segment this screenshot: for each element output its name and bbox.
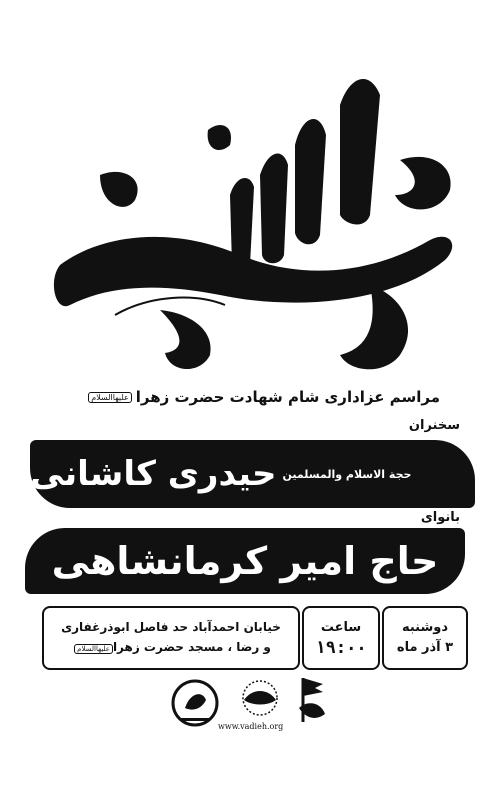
address-honor-mark: علیهاالسلام [74, 644, 113, 654]
reciter-banner [25, 528, 465, 594]
time-text: ۱۹:۰۰ [315, 638, 367, 658]
headline-calligraphy [40, 55, 470, 395]
reciter-name: حاج امیر کرمانشاهی [51, 539, 439, 583]
logo-center-icon [230, 678, 290, 720]
footer-url: www.vadieh.org [218, 722, 284, 731]
logo-left-icon [170, 678, 220, 728]
speaker-role-label: سخنران [408, 418, 460, 433]
address-box [42, 606, 300, 670]
speaker-title: حجة الاسلام والمسلمین [282, 467, 412, 481]
day-text: دوشنبه [401, 620, 449, 635]
address-line2: و رضا ، مسجد حضرت زهرا [112, 640, 271, 654]
date-text: ۳ آذر ماه [396, 640, 454, 655]
speaker-name: حیدری کاشانی [30, 454, 277, 494]
speaker-banner [30, 440, 475, 508]
time-box [302, 606, 380, 670]
address-line1: خیابان احمدآباد حد فاصل ابوذرغفاری [61, 620, 281, 634]
logo-right-icon [295, 672, 331, 728]
event-subtitle [40, 388, 440, 406]
date-box [382, 606, 468, 670]
honor-mark: علیهاالسلام [88, 392, 131, 403]
subtitle-text: مراسم عزاداری شام شهادت حضرت زهرا [135, 388, 440, 406]
time-label: ساعت [320, 620, 362, 635]
reciter-role-label: بانوای [420, 510, 460, 525]
